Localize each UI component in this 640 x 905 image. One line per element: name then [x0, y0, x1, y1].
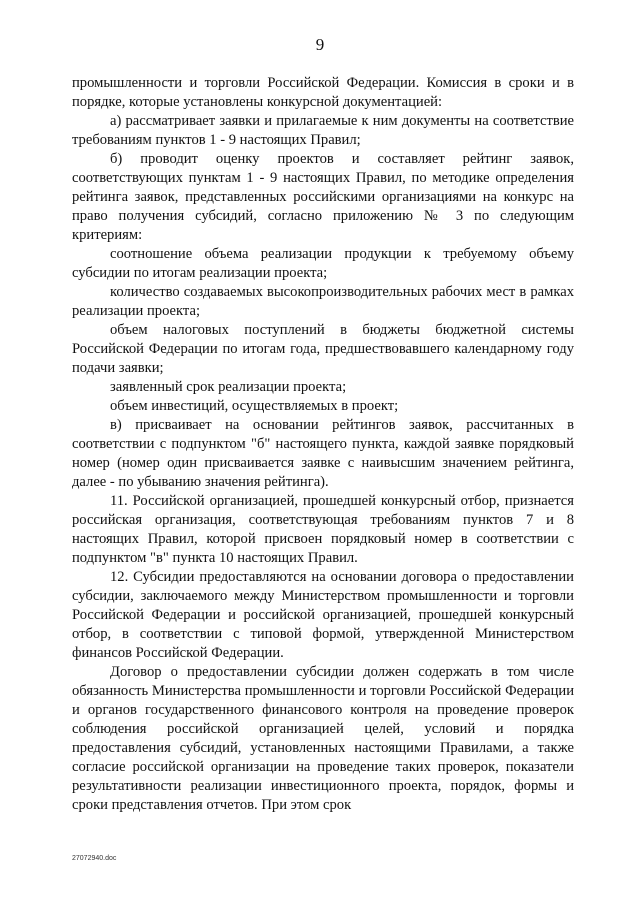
- paragraph: в) присваивает на основании рейтингов заявок, рассчитанных в соответствии с подпунктом "б" настоящего пункта, каждой заявке порядковый номер (номер один присваивается заявке с наивысшим значением рейтинга, далее - по убыванию значения рейтинга).: [72, 417, 574, 490]
- paragraph: б) проводит оценку проектов и составляет рейтинг заявок, соответствующих пунктам 1 - 9 настоящих Правил, по методике определения рейтинга заявок, представленных российскими организациями на конкурс на право получения субсидий, согласно приложению № 3 по следующим критериям:: [72, 151, 574, 243]
- document-body: [72, 74, 574, 815]
- paragraph: количество создаваемых высокопроизводительных рабочих мест в рамках реализации проекта;: [72, 284, 574, 319]
- paragraph: промышленности и торговли Российской Федерации. Комиссия в сроки и в порядке, которые установлены конкурсной документацией:: [72, 75, 574, 110]
- paragraph: объем налоговых поступлений в бюджеты бюджетной системы Российской Федерации по итогам года, предшествовавшего календарному году подачи заявки;: [72, 322, 574, 376]
- paragraph: объем инвестиций, осуществляемых в проект;: [110, 398, 399, 414]
- paragraph: 12. Субсидии предоставляются на основании договора о предоставлении субсидии, заключаемого между Министерством промышленности и торговли Российской Федерации и российской организацией, прошедшей конкурсный отбор, в соответствии с типовой формой, утвержденной Министерством финансов Российской Федерации.: [72, 569, 574, 661]
- paragraph: 11. Российской организацией, прошедшей конкурсный отбор, признается российская организация, соответствующая требованиям пунктов 7 и 8 настоящих Правил, которой присвоен порядковый номер в соответствии с подпунктом "в" пункта 10 настоящих Правил.: [72, 493, 574, 566]
- paragraph: а) рассматривает заявки и прилагаемые к ним документы на соответствие требованиям пунктов 1 - 9 настоящих Правил;: [72, 113, 574, 148]
- paragraph: соотношение объема реализации продукции к требуемому объему субсидии по итогам реализации проекта;: [72, 246, 574, 281]
- document-footer: 27072940.doc: [72, 855, 117, 862]
- paragraph: заявленный срок реализации проекта;: [110, 379, 347, 395]
- paragraph: Договор о предоставлении субсидии должен содержать в том числе обязанность Министерства промышленности и торговли Российской Федерации и органов государственного финансового контроля на проведение проверок соблюдения российской организацией целей, условий и порядка предоставления субсидий, установленных настоящими Правилами, а также согласие российской организации на проведение таких проверок, показатели результативности реализации инвестиционного проекта, порядок, формы и сроки представления отчетов. При этом срок: [72, 664, 574, 813]
- page-number: 9: [315, 35, 325, 54]
